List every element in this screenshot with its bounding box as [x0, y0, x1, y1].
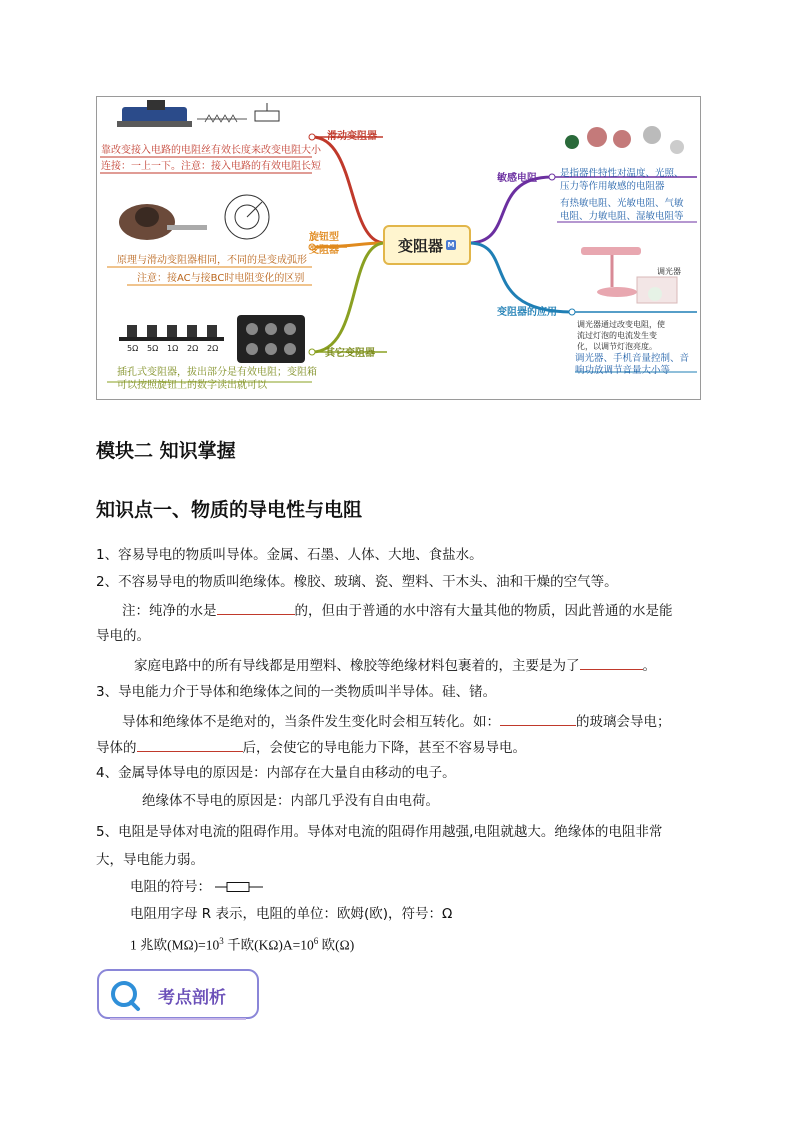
resistor-unit: 电阻用字母 R 表示，电阻的单位：欧姆(欧)，符号：Ω — [130, 906, 453, 922]
center-label: 变阻器 — [397, 236, 443, 255]
note-application-1: 调光器、手机音量控制、音 — [575, 353, 690, 364]
note-rotary-1: 原理与滑动变阻器相同，不同的是变成弧形 — [117, 255, 307, 266]
unit-exp-2: 6 — [313, 936, 319, 946]
resistor-label: 2Ω — [207, 344, 219, 353]
blank-glass[interactable] — [500, 711, 576, 726]
branch-other-rheostat: 其它变阻器 — [325, 348, 375, 359]
item-4b: 绝缘体不导电的原因是：内部几乎没有自由电荷。 — [142, 793, 439, 809]
branch-sensitive-resistor: 敏感电阻 — [497, 173, 537, 184]
plug-in-rheostat-image — [119, 315, 305, 363]
note-pure-water — [122, 600, 673, 620]
item-4: 4、金属导体导电的原因是：内部存在大量自由移动的电子。 — [96, 765, 456, 781]
resistor-label: 5Ω — [127, 344, 139, 353]
conversion-line — [122, 711, 671, 731]
blank-home-wiring[interactable] — [580, 655, 643, 670]
conversion-a: 导体和绝缘体不是绝对的，当条件发生变化时会相互转化。如： — [122, 714, 500, 730]
unit-conversion — [130, 932, 354, 955]
resistor-symbol-label: 电阻的符号： — [130, 879, 211, 895]
analysis-badge — [96, 968, 260, 1022]
note-other-1: 插孔式变阻器，拔出部分是有效电阻；变阻箱 — [117, 367, 317, 378]
branch-rotary-rheostat: 旋钮型 变阻器 — [309, 232, 339, 256]
note-sensitive-1: 是指器件特性对温度、光照、 — [560, 168, 684, 179]
resistor-symbol-icon — [215, 881, 263, 893]
conversion-line-2 — [96, 737, 526, 757]
conversion-d: 后，会使它的导电能力下降，甚至不容易导电。 — [242, 740, 526, 756]
note-sensitive-4: 电阻、力敏电阻、湿敏电阻等 — [560, 211, 684, 222]
rotary-rheostat-image — [119, 195, 269, 240]
item-5a: 5、电阻是导体对电流的阻碍作用。导体对电流的阻碍作用越强,电阻就越大。绝缘体的电阻非常 — [96, 824, 663, 840]
unit-exp-1: 3 — [219, 936, 224, 946]
lamp-label: 调光器 — [657, 267, 681, 276]
topic-title: 知识点一、物质的导电性与电阻 — [96, 499, 363, 521]
note-pure-water-c: 导电的。 — [96, 628, 150, 644]
note-slide-2: 连接：一上一下。注意：接入电路的有效电阻长短 — [101, 161, 321, 172]
dimmer-caption-2: 流过灯泡的电流发生变 — [577, 331, 657, 340]
note-pure-water-b: 的，但由于普通的水中溶有大量其他的物质，因此普通的水是能 — [294, 603, 673, 619]
resistor-label: 2Ω — [187, 344, 199, 353]
home-wiring — [134, 655, 656, 675]
conversion-c: 导体的 — [96, 740, 137, 756]
item-5b: 大，导电能力弱。 — [96, 852, 204, 868]
item-1: 1、容易导电的物质叫导体。金属、石墨、人体、大地、食盐水。 — [96, 547, 483, 563]
unit-conversion-b: 千欧(KΩ)A=10 — [223, 937, 314, 953]
slide-rheostat-image — [117, 100, 279, 127]
home-wiring-a: 家庭电路中的所有导线都是用塑料、橡胶等绝缘材料包裹着的，主要是为了 — [134, 658, 580, 674]
branch-rheostat-application: 变阻器的应用 — [497, 307, 557, 318]
home-wiring-b: 。 — [642, 658, 656, 674]
note-other-2: 可以按照旋钮上的数字读出就可以 — [117, 380, 267, 391]
resistor-label: 5Ω — [147, 344, 159, 353]
resistor-label: 1Ω — [167, 344, 179, 353]
note-slide-1: 靠改变接入电路的电阻丝有效长度来改变电阻大小 — [101, 145, 321, 156]
note-rotary-2: 注意：接AC与接BC时电阻变化的区别 — [137, 273, 305, 284]
blank-pure-water[interactable] — [217, 600, 295, 615]
note-sensitive-2: 压力等作用敏感的电阻器 — [560, 181, 665, 192]
item-3: 3、导电能力介于导体和绝缘体之间的一类物质叫半导体。硅、锗。 — [96, 684, 497, 700]
item-2: 2、不容易导电的物质叫绝缘体。橡胶、玻璃、瓷、塑料、干木头、油和干燥的空气等。 — [96, 574, 618, 590]
dimmer-caption-3: 化，以调节灯泡亮度。 — [577, 342, 657, 351]
dimmer-caption-1: 调光器通过改变电阻，使 — [577, 320, 665, 329]
unit-conversion-a: 1 兆欧(MΩ)=10 — [130, 937, 220, 953]
note-pure-water-a: 注：纯净的水是 — [122, 603, 217, 619]
branch-slide-rheostat: 滑动变阻器 — [327, 131, 377, 142]
blank-conductor[interactable] — [137, 737, 243, 752]
mind-map — [96, 96, 701, 400]
conversion-b: 的玻璃会导电； — [576, 714, 671, 730]
resistor-symbol-line — [130, 878, 263, 896]
note-sensitive-3: 有热敏电阻、光敏电阻、气敏 — [560, 198, 684, 209]
mind-map-center — [383, 225, 471, 265]
badge-label: 考点剖析 — [158, 988, 226, 1008]
note-application-2: 响功放调节音量大小等 — [575, 365, 671, 376]
unit-conversion-c: 欧(Ω) — [318, 937, 355, 953]
sensitive-resistor-image — [565, 126, 684, 154]
section-title: 模块二 知识掌握 — [96, 440, 236, 462]
mindmap-badge-icon: M — [447, 241, 455, 249]
